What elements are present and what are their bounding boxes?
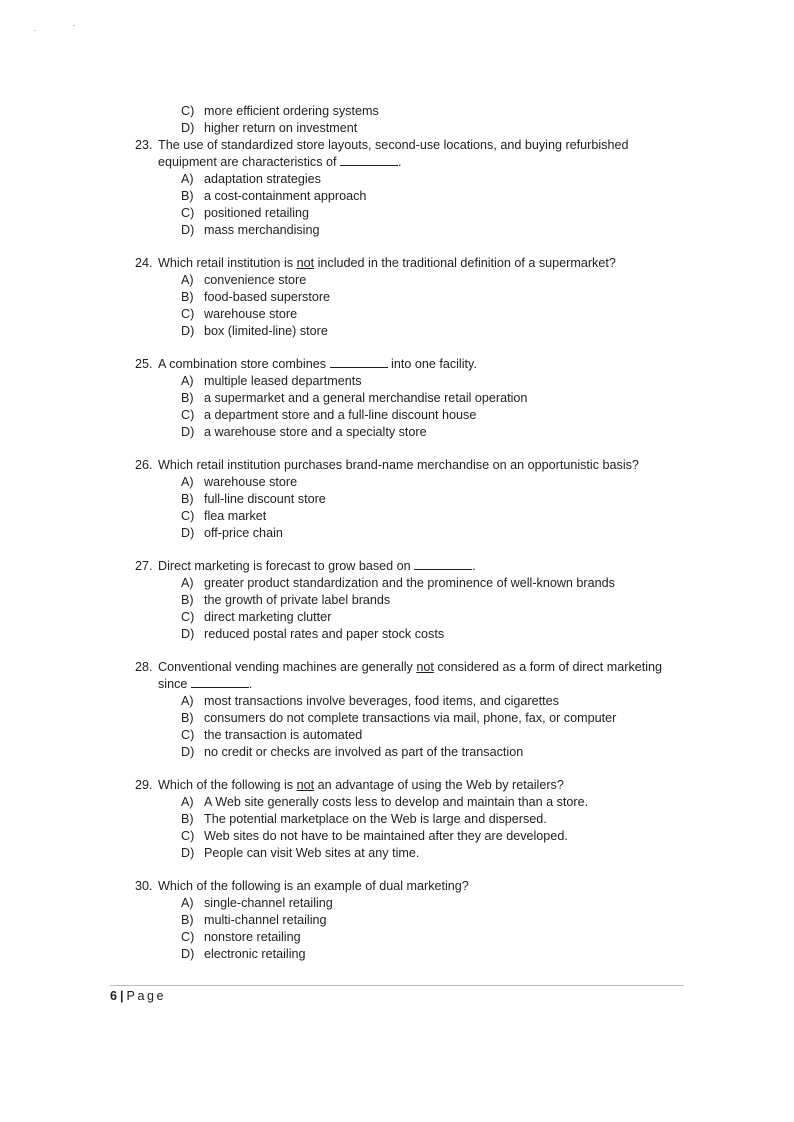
question-23: [0, 137, 794, 239]
option-text: nonstore retailing: [204, 930, 301, 944]
option-d: [0, 845, 794, 862]
option-text: food-based superstore: [204, 290, 331, 304]
spacer: [0, 862, 794, 878]
scan-speck: [73, 25, 75, 26]
option-text: box (limited-line) store: [204, 324, 328, 338]
option-letter: D): [181, 947, 195, 961]
option-text: multi-channel retailing: [204, 913, 327, 927]
option-text: no credit or checks are involved as part of the transaction: [204, 745, 524, 759]
option-text: the growth of private label brands: [204, 593, 391, 607]
option-c: [0, 929, 794, 946]
question-22-continued: [0, 103, 794, 137]
option-letter: B): [181, 711, 194, 725]
question-number: 27.: [135, 559, 153, 573]
question-number: 23.: [135, 138, 153, 152]
option-text: off-price chain: [204, 526, 283, 540]
question-number: 25.: [135, 357, 153, 371]
option-d: [0, 946, 794, 963]
answer-blank: [414, 558, 472, 570]
option-letter: A): [181, 172, 194, 186]
option-text: the transaction is automated: [204, 728, 363, 742]
page-number: 6: [110, 989, 118, 1003]
option-text: adaptation strategies: [204, 172, 321, 186]
option-letter: B): [181, 492, 194, 506]
option-text: mass merchandising: [204, 223, 320, 237]
option-text: direct marketing clutter: [204, 610, 332, 624]
option-b: [0, 592, 794, 609]
footer-divider: [110, 985, 684, 986]
question-stem: [0, 777, 794, 794]
option-d: [0, 424, 794, 441]
option-letter: C): [181, 610, 195, 624]
page-footer: [110, 988, 166, 1005]
option-text: convenience store: [204, 273, 307, 287]
stem-text: Direct marketing is forecast to grow based on: [158, 559, 411, 573]
question-27: [0, 558, 794, 643]
option-a: [0, 474, 794, 491]
stem-text-end: .: [472, 559, 476, 573]
stem-text-end: into one facility.: [391, 357, 477, 371]
option-text: greater product standardization and the prominence of well-known brands: [204, 576, 615, 590]
option-letter: B): [181, 812, 194, 826]
option-letter: A): [181, 576, 194, 590]
question-26: [0, 457, 794, 542]
option-a: [0, 693, 794, 710]
answer-blank: [340, 154, 398, 166]
option-letter: D): [181, 223, 195, 237]
spacer: [0, 239, 794, 255]
option-b: [0, 188, 794, 205]
option-b: [0, 289, 794, 306]
question-stem: [0, 878, 794, 895]
option-letter: D): [181, 121, 195, 135]
option-letter: D): [181, 627, 195, 641]
option-letter: C): [181, 307, 195, 321]
spacer: [0, 761, 794, 777]
question-stem: [0, 558, 794, 575]
option-letter: B): [181, 189, 194, 203]
stem-text: Which retail institution is: [158, 256, 294, 270]
option-text: most transactions involve beverages, food items, and cigarettes: [204, 694, 559, 708]
option-text: higher return on investment: [204, 121, 358, 135]
option-text: single-channel retailing: [204, 896, 333, 910]
option-letter: C): [181, 930, 195, 944]
option-letter: A): [181, 795, 194, 809]
scan-speck: [34, 30, 36, 31]
option-letter: D): [181, 526, 195, 540]
question-28: [0, 659, 794, 761]
footer-separator: |: [120, 989, 124, 1003]
option-letter: A): [181, 475, 194, 489]
stem-text: Which retail institution purchases brand-name merchandise on an opportunistic basis?: [158, 458, 639, 472]
page-label: Page: [126, 989, 166, 1003]
option-text: full-line discount store: [204, 492, 326, 506]
stem-text: The use of standardized store layouts, second-use locations, and buying refurbished equipment are characteristics of: [158, 138, 629, 169]
option-letter: D): [181, 324, 195, 338]
option-letter: B): [181, 391, 194, 405]
question-number: 28.: [135, 660, 153, 674]
stem-text: A combination store combines: [158, 357, 327, 371]
option-d: [0, 222, 794, 239]
option-c: [0, 508, 794, 525]
question-stem: [0, 137, 794, 171]
option-letter: C): [181, 728, 195, 742]
spacer: [0, 441, 794, 457]
option-a: [0, 895, 794, 912]
option-b: [0, 710, 794, 727]
spacer: [0, 542, 794, 558]
option-b: [0, 491, 794, 508]
question-stem: [0, 255, 794, 272]
stem-text: Which of the following is an example of dual marketing?: [158, 879, 469, 893]
option-b: [0, 912, 794, 929]
answer-blank: [191, 676, 249, 688]
option-text: a department store and a full-line discount house: [204, 408, 477, 422]
option-letter: D): [181, 846, 195, 860]
option-b: [0, 811, 794, 828]
option-c: [0, 306, 794, 323]
question-25: [0, 356, 794, 441]
option-c: [0, 609, 794, 626]
option-d: [0, 525, 794, 542]
question-stem: [0, 659, 794, 693]
stem-text-end: an advantage of using the Web by retailers?: [317, 778, 564, 792]
option-text: The potential marketplace on the Web is large and dispersed.: [204, 812, 547, 826]
option-a: [0, 171, 794, 188]
stem-text: Conventional vending machines are generally: [158, 660, 413, 674]
option-letter: A): [181, 896, 194, 910]
question-number: 24.: [135, 256, 153, 270]
option-text: positioned retailing: [204, 206, 310, 220]
option-text: more efficient ordering systems: [204, 104, 379, 118]
question-29: [0, 777, 794, 862]
option-a: [0, 575, 794, 592]
option-a: [0, 373, 794, 390]
stem-text: Which of the following is: [158, 778, 294, 792]
question-number: 30.: [135, 879, 153, 893]
option-letter: D): [181, 745, 195, 759]
option-d: [0, 120, 794, 137]
spacer: [0, 340, 794, 356]
question-list: [0, 103, 794, 963]
question-number: 26.: [135, 458, 153, 472]
option-text: warehouse store: [204, 307, 298, 321]
option-text: Web sites do not have to be maintained after they are developed.: [204, 829, 568, 843]
question-24: [0, 255, 794, 340]
question-stem: [0, 457, 794, 474]
option-letter: A): [181, 374, 194, 388]
option-letter: A): [181, 694, 194, 708]
question-30: [0, 878, 794, 963]
option-text: People can visit Web sites at any time.: [204, 846, 420, 860]
option-text: a supermarket and a general merchandise retail operation: [204, 391, 528, 405]
option-letter: C): [181, 408, 195, 422]
option-text: reduced postal rates and paper stock costs: [204, 627, 445, 641]
option-d: [0, 626, 794, 643]
option-letter: C): [181, 206, 195, 220]
stem-emphasis: not: [296, 778, 315, 792]
question-number: 29.: [135, 778, 153, 792]
option-letter: B): [181, 913, 194, 927]
option-text: A Web site generally costs less to develop and maintain than a store.: [204, 795, 589, 809]
option-c: [0, 205, 794, 222]
answer-blank: [330, 356, 388, 368]
option-text: warehouse store: [204, 475, 298, 489]
option-letter: B): [181, 290, 194, 304]
option-c: [0, 828, 794, 845]
option-c: [0, 103, 794, 120]
stem-emphasis: not: [296, 256, 315, 270]
option-letter: C): [181, 509, 195, 523]
stem-text-middle: considered as a form of direct marketing since: [158, 660, 663, 691]
option-letter: B): [181, 593, 194, 607]
spacer: [0, 643, 794, 659]
option-letter: C): [181, 829, 195, 843]
option-text: electronic retailing: [204, 947, 306, 961]
option-a: [0, 272, 794, 289]
stem-text-end: included in the traditional definition of a supermarket?: [317, 256, 616, 270]
question-stem: [0, 356, 794, 373]
option-letter: A): [181, 273, 194, 287]
option-letter: C): [181, 104, 195, 118]
stem-text-end: .: [398, 155, 402, 169]
option-c: [0, 407, 794, 424]
option-letter: D): [181, 425, 195, 439]
option-b: [0, 390, 794, 407]
option-c: [0, 727, 794, 744]
option-d: [0, 744, 794, 761]
stem-emphasis: not: [416, 660, 434, 674]
option-text: a warehouse store and a specialty store: [204, 425, 427, 439]
option-text: multiple leased departments: [204, 374, 362, 388]
option-text: consumers do not complete transactions via mail, phone, fax, or computer: [204, 711, 617, 725]
option-d: [0, 323, 794, 340]
option-text: flea market: [204, 509, 267, 523]
option-a: [0, 794, 794, 811]
option-text: a cost-containment approach: [204, 189, 367, 203]
stem-text-end: .: [248, 677, 253, 691]
